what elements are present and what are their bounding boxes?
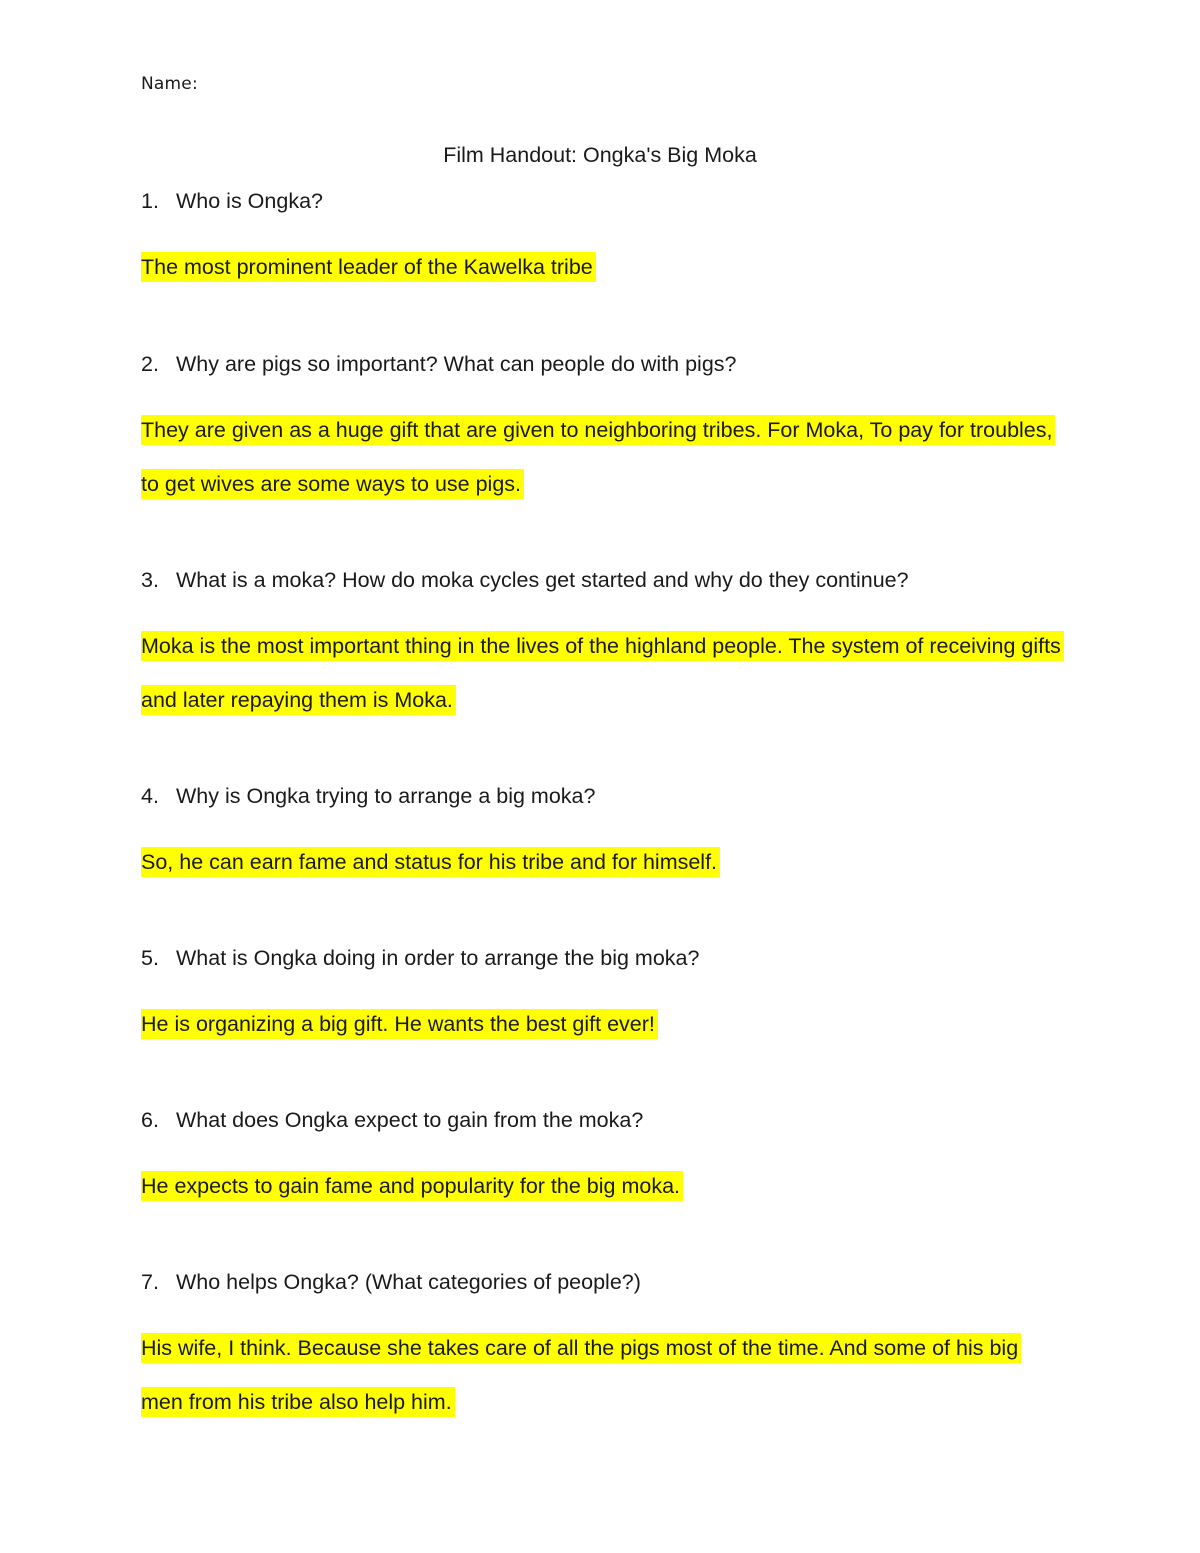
page-title: Film Handout: Ongka's Big Moka: [443, 143, 757, 167]
question-block-4: [141, 781, 1061, 889]
answer-6: [141, 1159, 1061, 1213]
name-label: Name:: [141, 74, 198, 94]
question-6: [141, 1105, 1061, 1135]
question-number: 5.: [141, 946, 159, 970]
highlighted-answer-text: Moka is the most important thing in the lives of the highland people. The system of receiving gifts and later repaying them is Moka.: [141, 631, 1064, 715]
highlighted-answer-text: They are given as a huge gift that are given to neighboring tribes. For Moka, To pay for troubles, to get wives are some ways to use pigs.: [141, 415, 1055, 499]
question-7: [141, 1267, 1061, 1297]
question-3: [141, 565, 1061, 595]
question-block-6: [141, 1105, 1061, 1213]
question-5: [141, 943, 1061, 973]
question-number: 4.: [141, 784, 159, 808]
question-text: Who is Ongka?: [176, 189, 323, 213]
question-block-3: [141, 565, 1061, 727]
question-block-5: [141, 943, 1061, 1051]
highlighted-answer-text: He is organizing a big gift. He wants the best gift ever!: [141, 1009, 658, 1039]
question-text: Who helps Ongka? (What categories of people?): [176, 1270, 641, 1294]
question-text: What is a moka? How do moka cycles get started and why do they continue?: [176, 568, 909, 592]
question-text: What does Ongka expect to gain from the moka?: [176, 1108, 644, 1132]
question-block-2: [141, 349, 1061, 511]
answer-1: [141, 240, 1061, 294]
question-4: [141, 781, 1061, 811]
highlighted-answer-text: He expects to gain fame and popularity for the big moka.: [141, 1171, 683, 1201]
highlighted-answer-text: So, he can earn fame and status for his tribe and for himself.: [141, 847, 720, 877]
highlighted-answer-text: His wife, I think. Because she takes care of all the pigs most of the time. And some of his big men from his tribe also help him.: [141, 1333, 1021, 1417]
highlighted-answer-text: The most prominent leader of the Kawelka tribe: [141, 252, 596, 282]
question-number: 3.: [141, 568, 159, 592]
answer-3: [141, 619, 1061, 727]
answer-2: [141, 403, 1061, 511]
question-number: 2.: [141, 352, 159, 376]
answer-5: [141, 997, 1061, 1051]
answer-7: [141, 1321, 1061, 1429]
question-block-1: [141, 186, 1061, 294]
question-block-7: [141, 1267, 1061, 1429]
question-2: [141, 349, 1061, 379]
answer-4: [141, 835, 1061, 889]
question-text: Why is Ongka trying to arrange a big moka?: [176, 784, 596, 808]
question-text: What is Ongka doing in order to arrange the big moka?: [176, 946, 700, 970]
question-number: 1.: [141, 189, 159, 213]
question-number: 7.: [141, 1270, 159, 1294]
question-number: 6.: [141, 1108, 159, 1132]
question-text: Why are pigs so important? What can people do with pigs?: [176, 352, 737, 376]
question-1: [141, 186, 1061, 216]
